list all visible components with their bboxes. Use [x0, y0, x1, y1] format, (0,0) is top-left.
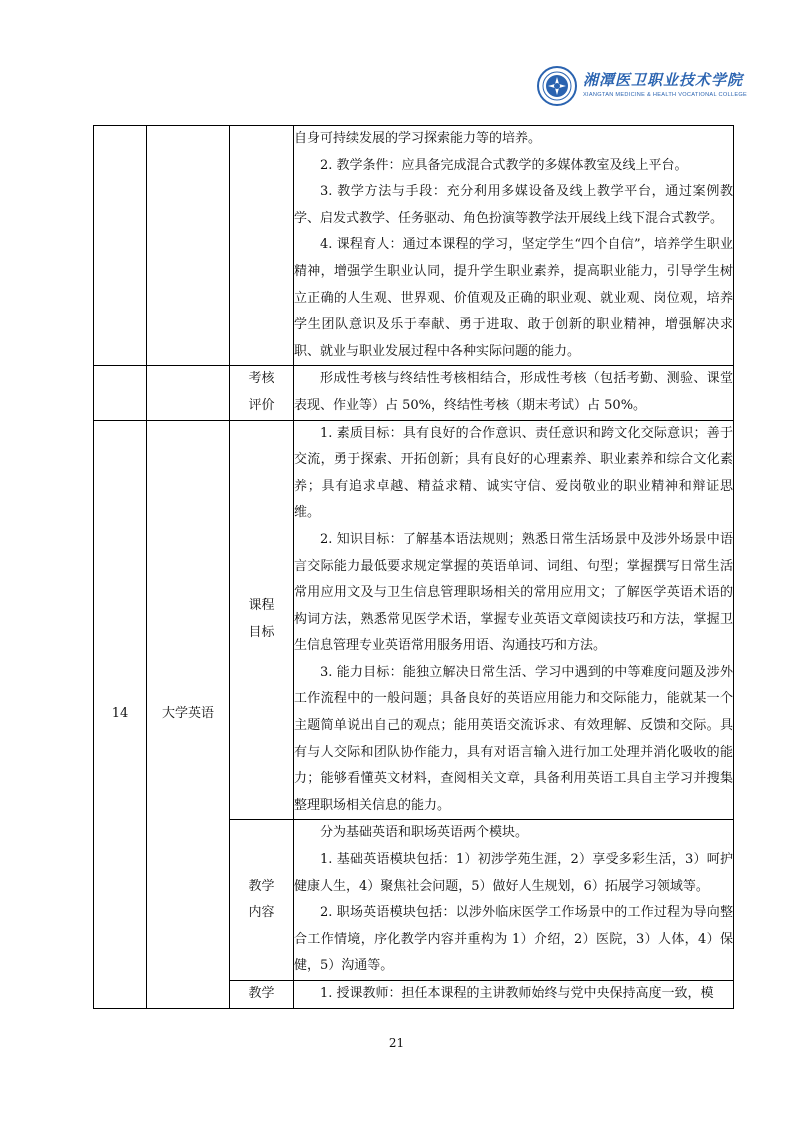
paragraph: 形成性考核与终结性考核相结合，形成性考核（包括考勤、测验、课堂表现、作业等）占 50%，终结性考核（期末考试）占 50%。: [294, 371, 733, 413]
page-number: 21: [388, 1036, 405, 1050]
college-seal-icon: [537, 66, 577, 106]
table-row: [94, 126, 734, 366]
label-line: 考核: [248, 371, 275, 387]
paragraph: 1. 基础英语模块包括：1）初涉学苑生涯，2）享受多彩生活，3）呵护健康人生，4）聚焦社会问题，5）做好人生规划，6）拓展学习领域等。: [294, 852, 733, 894]
category-label-content: [230, 820, 294, 981]
requirements-cell: [294, 981, 734, 1009]
college-logo: [537, 66, 748, 110]
label-line: 教学: [248, 986, 275, 1001]
category-label-requirements: [230, 981, 294, 1009]
course-content-cell: [294, 820, 734, 981]
paragraph: 自身可持续发展的学习探索能力等的培养。: [294, 131, 542, 146]
course-name: 大学英语: [147, 420, 230, 1008]
course-name-cell: [147, 126, 230, 366]
table-row: [94, 420, 734, 820]
course-number-cell: [94, 366, 147, 420]
paragraph: 4. 课程育人：通过本课程的学习，坚定学生“四个自信”，培养学生职业精神，增强学生职业认同，提升学生职业素养，提高职业能力，引导学生树立正确的人生观、世界观、价值观及正确的职业观、就业观、岗位观，培养学生团队意识及乐于奉献、勇于进取、敢于创新的职业精神，增强解决求职、就业与职业发展过程中各种实际问题的能力。: [294, 237, 733, 359]
assessment-cell: [294, 366, 734, 420]
course-number-cell: [94, 126, 147, 366]
category-label-goals: [230, 420, 294, 820]
college-name-en: XIANGTAN MEDICINE & HEALTH VOCATIONAL COLLEGE: [583, 92, 748, 98]
paragraph: 2. 职场英语模块包括：以涉外临床医学工作场景中的工作过程为导向整合工作情境，序化教学内容并重构为 1）介绍，2）医院，3）人体，4）保健，5）沟通等。: [294, 905, 733, 974]
paragraph: 2. 教学条件：应具备完成混合式教学的多媒体教室及线上平台。: [320, 157, 688, 173]
paragraph: 3. 能力目标：能独立解决日常生活、学习中遇到的中等难度问题及涉外工作流程中的一般问题；具备良好的英语应用能力和交际能力，能就某一个主题简单说出自己的观点；能用英语交流诉求、有效理解、反馈和交际。具有与人交际和团队协作能力，具有对语言输入进行加工处理并消化吸收的能力；能够看懂英文材料，查阅相关文章，具备利用英语工具自主学习并搜集整理职场相关信息的能力。: [294, 664, 733, 813]
course-number: 14: [94, 420, 147, 1008]
paragraph: 1. 素质目标：具有良好的合作意识、责任意识和跨文化交际意识；善于交流，勇于探索、开拓创新；具有良好的心理素养、职业素养和综合文化素养；具有追求卓越、精益求精、诚实守信、爱岗敬业的职业精神和辩证思维。: [294, 425, 733, 521]
table-row: [94, 366, 734, 420]
label-line: 课程: [248, 598, 275, 614]
college-name: 湘潭医卫职业技术学院: [583, 71, 744, 89]
paragraph: 分为基础英语和职场英语两个模块。: [320, 825, 529, 841]
course-table: [93, 125, 734, 1009]
category-cell: [230, 126, 294, 366]
course-name-cell: [147, 366, 230, 420]
label-line: 教学: [248, 878, 275, 894]
label-line: 内容: [248, 905, 275, 921]
paragraph: 3. 教学方法与手段：充分利用多媒设备及线上教学平台，通过案例教学、启发式教学、任务驱动、角色扮演等教学法开展线上线下混合式教学。: [294, 184, 733, 226]
category-label-assessment: [230, 366, 294, 420]
teaching-requirements-cell: [294, 126, 734, 366]
paragraph: 2. 知识目标：了解基本语法规则；熟悉日常生活场景中及涉外场景中语言交际能力最低要求规定掌握的英语单词、词组、句型；掌握撰写日常生活常用应用文及与卫生信息管理职场相关的常用应用文；了解医学英语术语的构词方法，熟悉常见医学术语，掌握专业英语文章阅读技巧和方法，掌握卫生信息管理专业英语常用服务用语、沟通技巧和方法。: [294, 531, 733, 654]
course-goals-cell: [294, 420, 734, 820]
label-line: 目标: [248, 624, 275, 640]
label-line: 评价: [248, 397, 275, 413]
paragraph: 1. 授课教师：担任本课程的主讲教师始终与党中央保持高度一致，模: [320, 986, 714, 1001]
